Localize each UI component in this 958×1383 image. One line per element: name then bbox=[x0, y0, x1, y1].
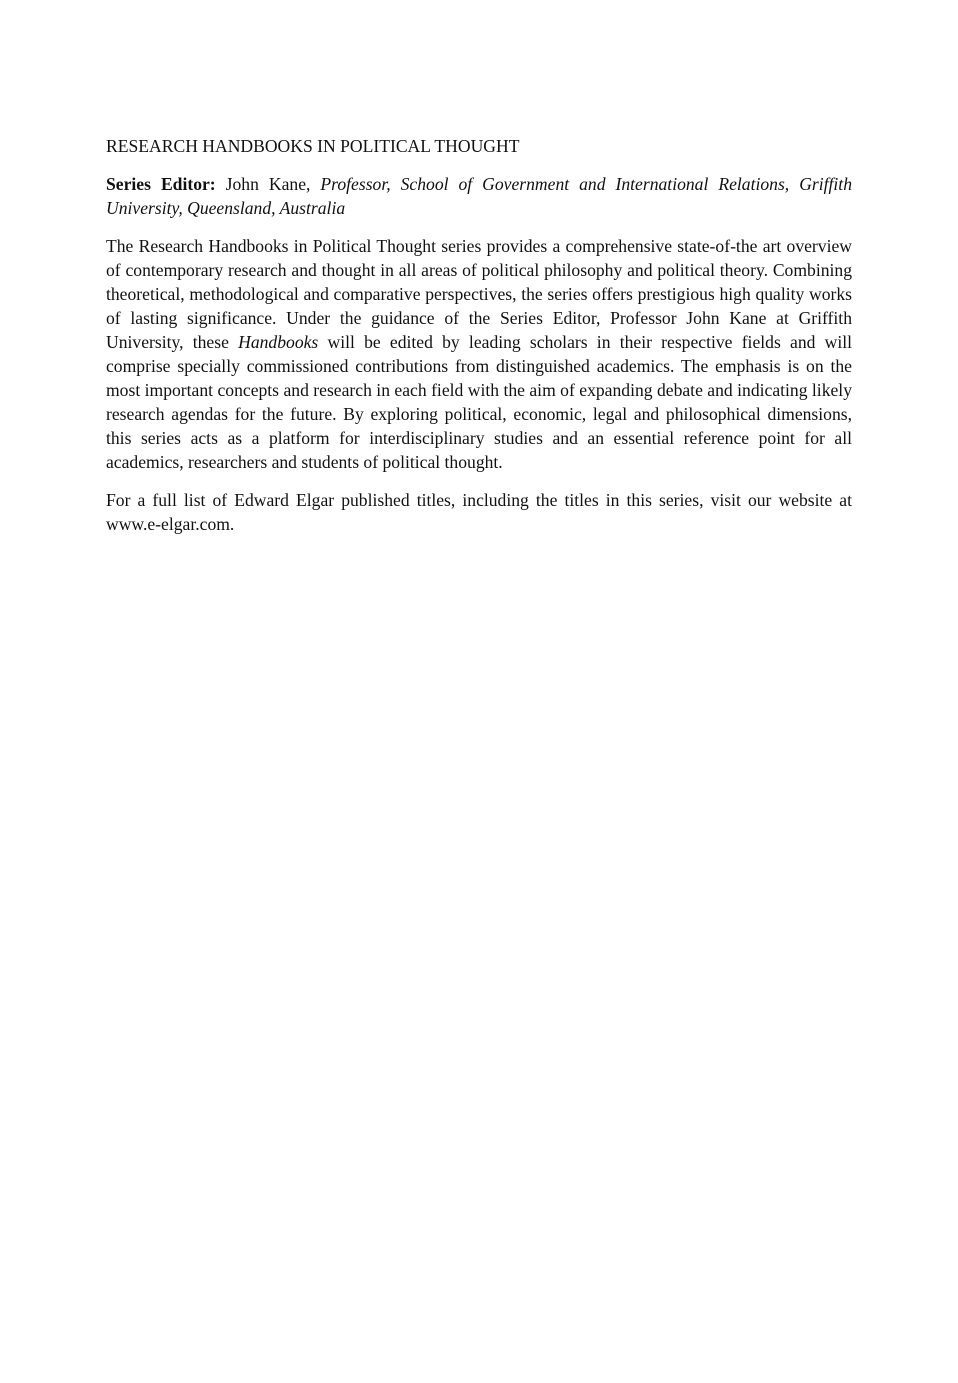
series-editor-label: Series Editor: bbox=[106, 174, 216, 194]
website-note-paragraph: For a full list of Edward Elgar published titles, including the titles in this series, visit our website at www.e-elgar.com. bbox=[106, 490, 852, 534]
series-title: RESEARCH HANDBOOKS IN POLITICAL THOUGHT bbox=[106, 136, 520, 156]
description-handbooks-italic: Handbooks bbox=[238, 332, 319, 352]
page-content bbox=[106, 134, 852, 550]
series-editor-name: John Kane, bbox=[215, 174, 321, 194]
series-editor-affiliation: Professor, School of Government and International Relations, Griffith University, Queensland, Australia bbox=[106, 174, 852, 218]
series-description-paragraph bbox=[106, 234, 852, 474]
series-editor-paragraph bbox=[106, 172, 852, 220]
description-text-end: will be edited by leading scholars in their respective fields and will comprise specially commissioned contributions from distinguished academics. The emphasis is on the most important concepts and research in each field with the aim of expanding debate and indicating likely research agendas for the future. By exploring political, economic, legal and philosophical dimensions, this series acts as a platform for interdisciplinary studies and an essential reference point for all academics, researchers and students of political thought. bbox=[106, 332, 852, 472]
description-text-start: The Research Handbooks in Political Thought series provides a comprehensive state-of-the art overview of contemporary research and thought in all areas of political philosophy and political theory. Combining theoretical, methodological and comparative perspectives, the series offers prestigious high quality works of lasting significance. Under the guidance of the Series Editor, Professor John Kane at Griffith University, these bbox=[106, 236, 852, 352]
